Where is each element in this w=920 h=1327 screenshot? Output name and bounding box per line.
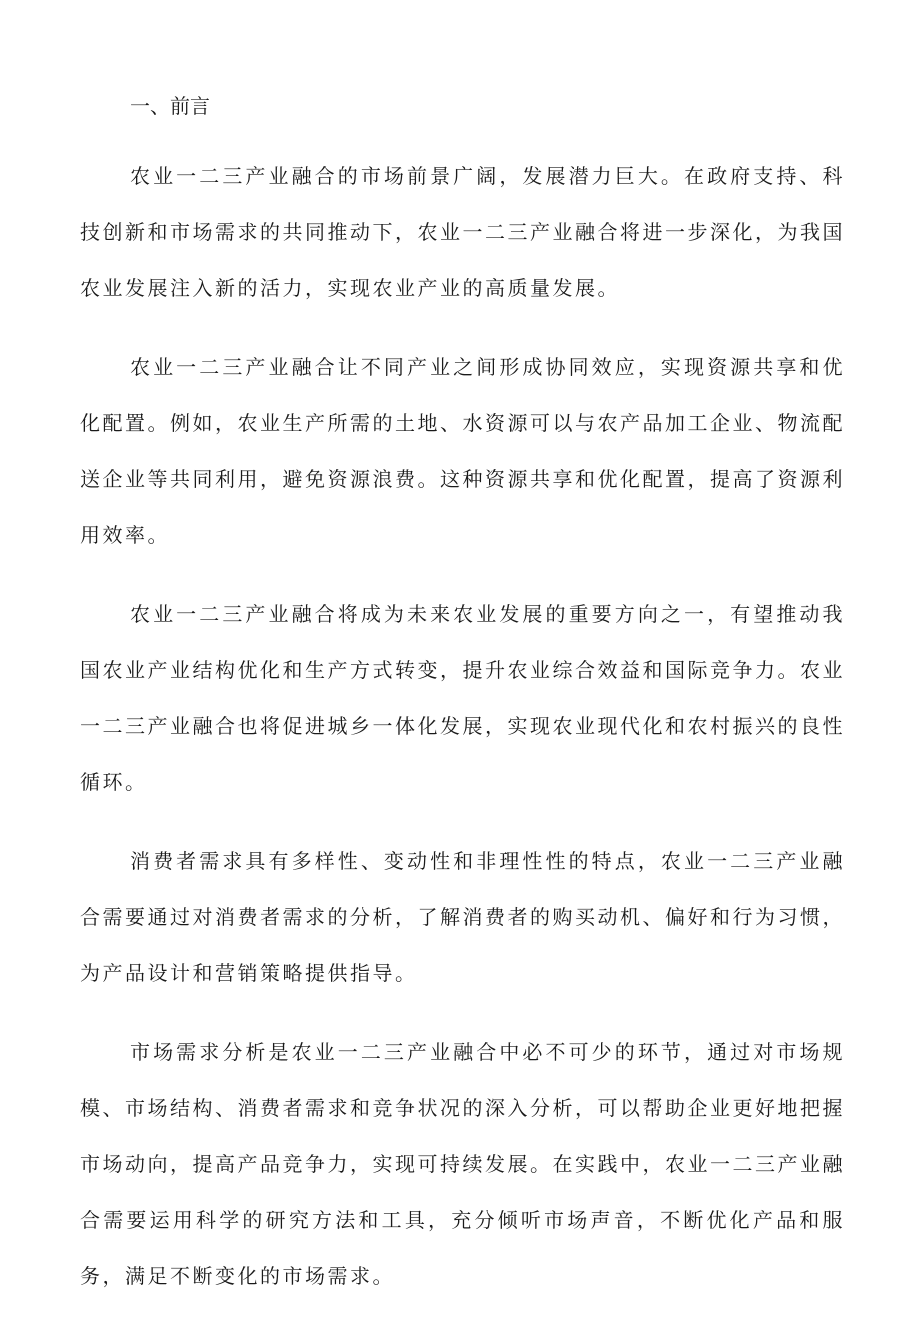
paragraph-market-prospects: 农业一二三产业融合的市场前景广阔，发展潜力巨大。在政府支持、科技创新和市场需求的共同推动下，农业一二三产业融合将进一步深化，为我国农业发展注入新的活力，实现农业产业的高质量发展。 — [80, 164, 845, 300]
document-page — [80, 86, 845, 1327]
paragraph-market-analysis: 市场需求分析是农业一二三产业融合中必不可少的环节，通过对市场规模、市场结构、消费者需求和竞争状况的深入分析，可以帮助企业更好地把握市场动向，提高产品竞争力，实现可持续发展。在实践中，农业一二三产业融合需要运用科学的研究方法和工具，充分倾听市场声音，不断优化产品和服务，满足不断变化的市场需求。 — [80, 1040, 845, 1288]
paragraph-future-direction: 农业一二三产业融合将成为未来农业发展的重要方向之一，有望推动我国农业产业结构优化和生产方式转变，提升农业综合效益和国际竞争力。农业一二三产业融合也将促进城乡一体化发展，实现农业现代化和农村振兴的良性循环。 — [80, 602, 845, 794]
section-heading: 一、前言 — [130, 94, 210, 118]
paragraph-resource-sharing: 农业一二三产业融合让不同产业之间形成协同效应，实现资源共享和优化配置。例如，农业生产所需的土地、水资源可以与农产品加工企业、物流配送企业等共同利用，避免资源浪费。这种资源共享和优化配置，提高了资源利用效率。 — [80, 355, 845, 547]
paragraph-consumer-demand: 消费者需求具有多样性、变动性和非理性性的特点，农业一二三产业融合需要通过对消费者需求的分析，了解消费者的购买动机、偏好和行为习惯，为产品设计和营销策略提供指导。 — [80, 849, 845, 985]
